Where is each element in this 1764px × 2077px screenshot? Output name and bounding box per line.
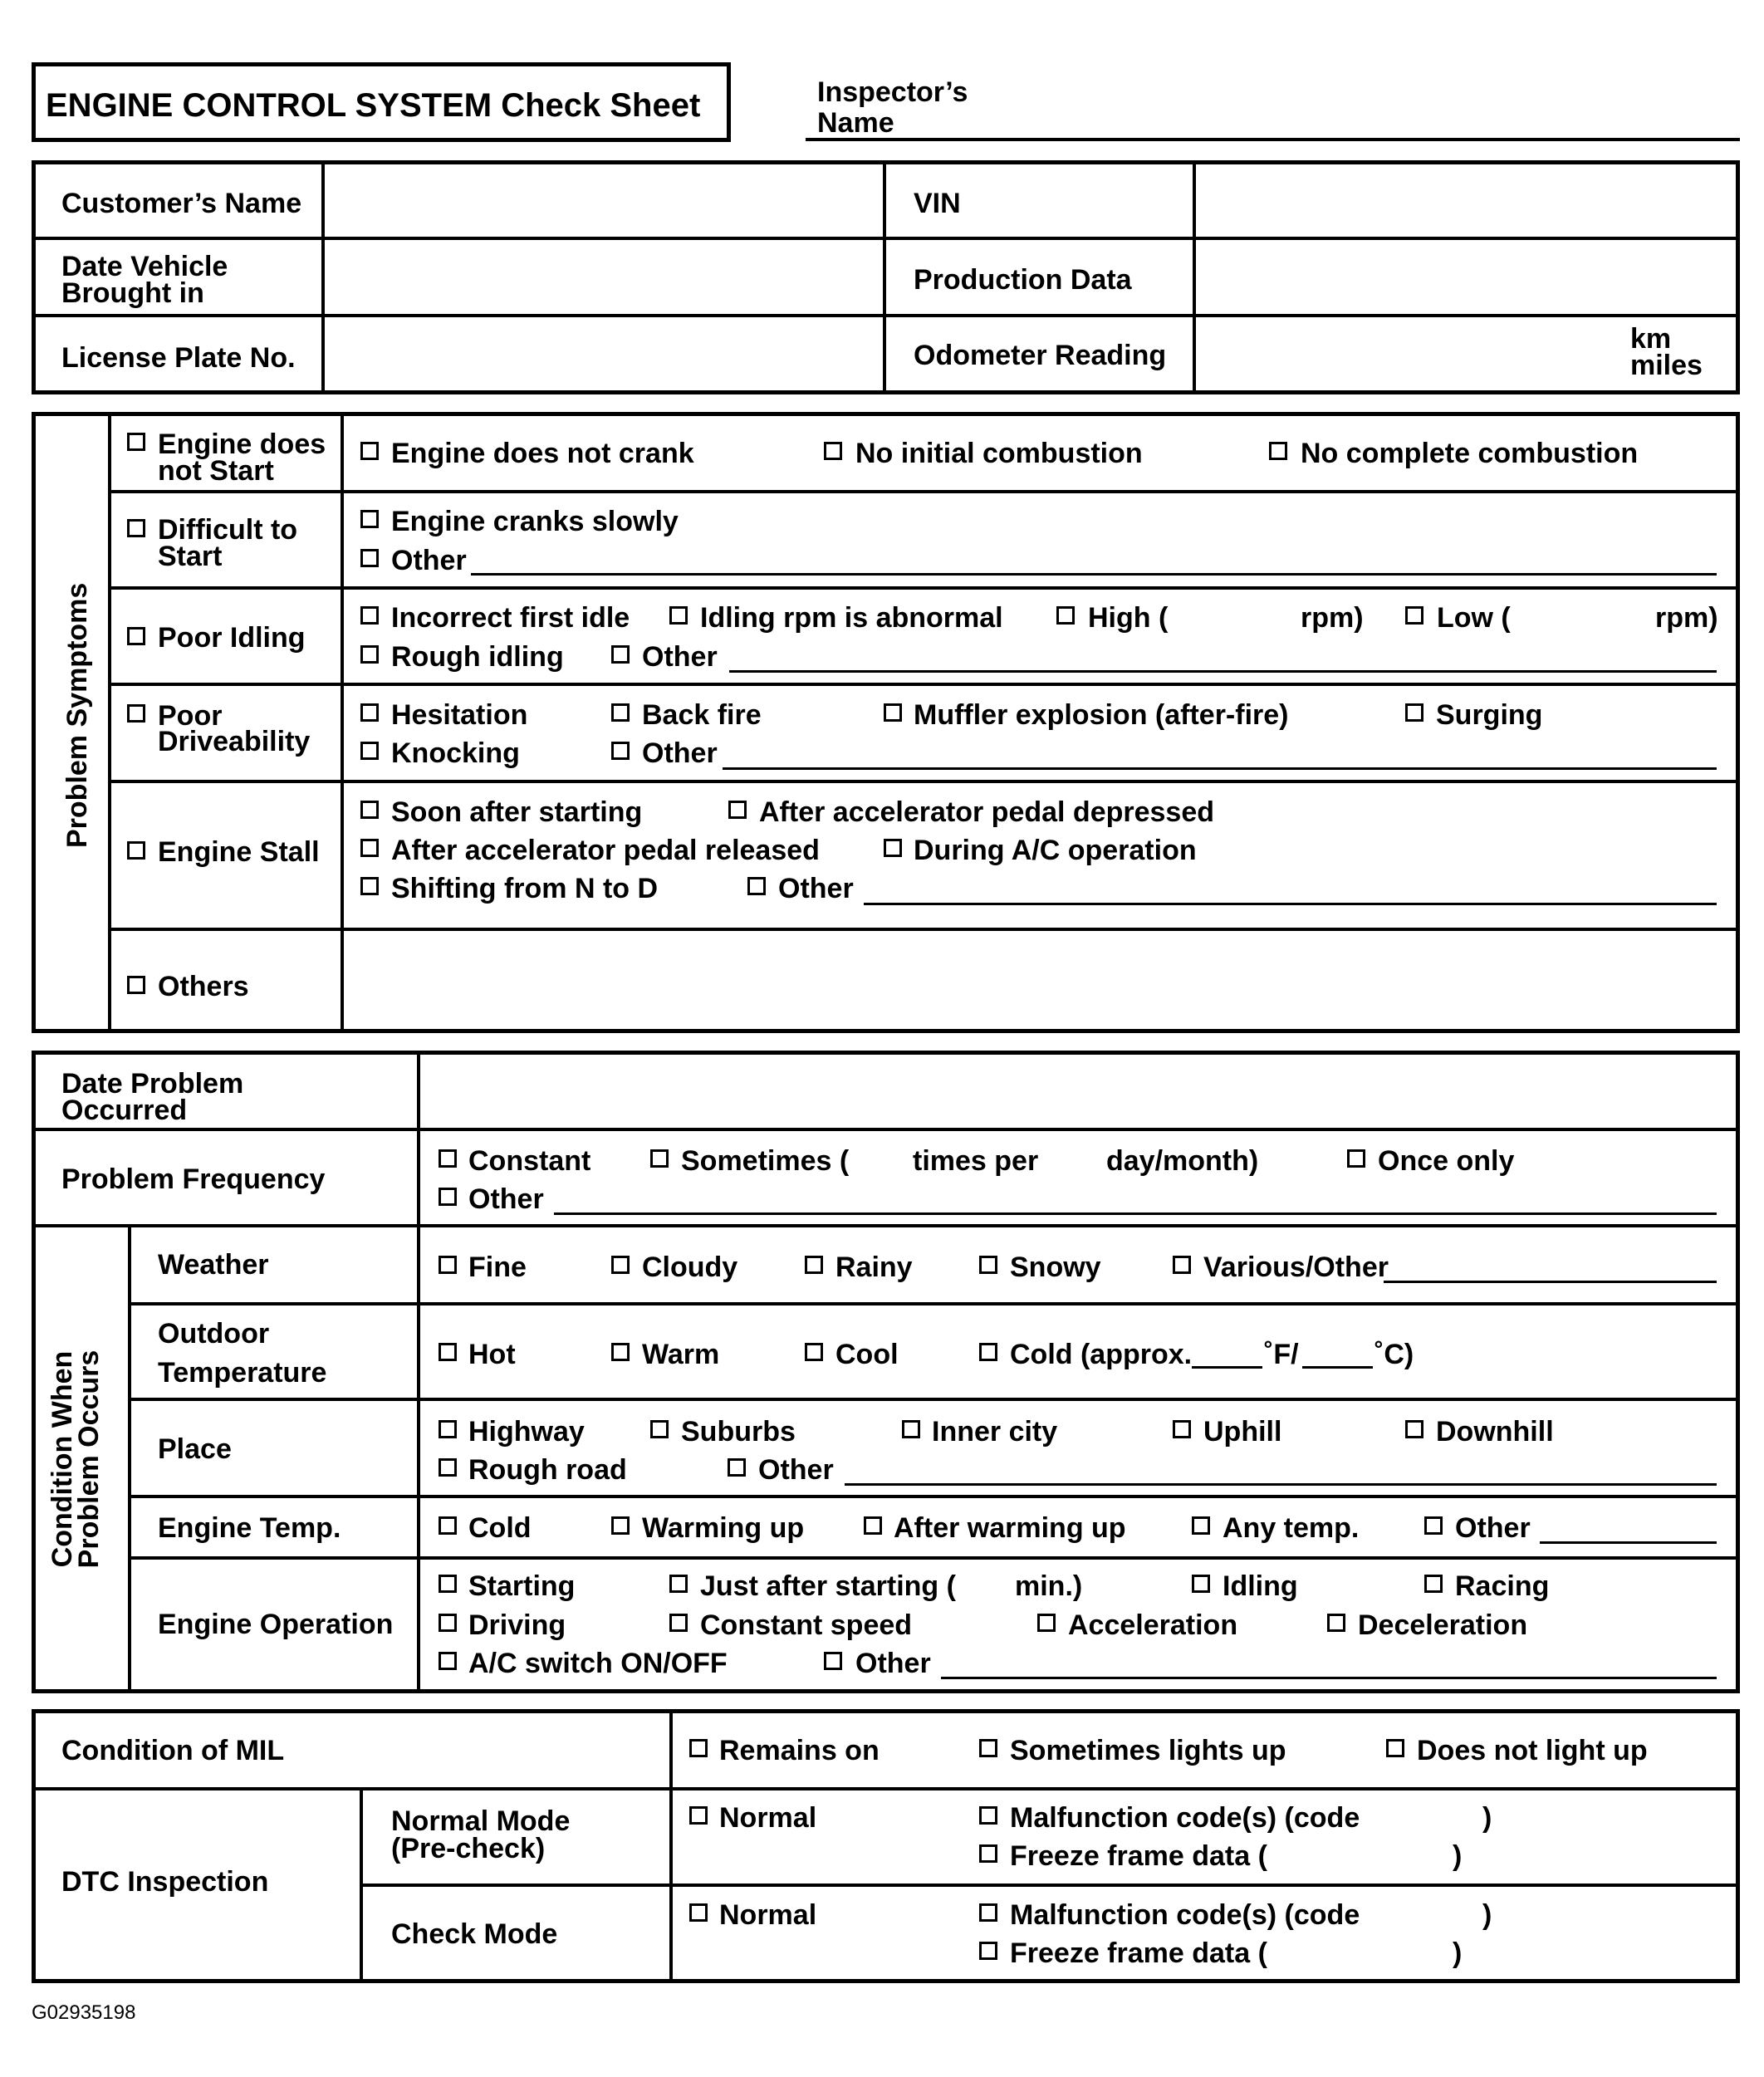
just-after-starting-checkbox[interactable] <box>669 1575 688 1593</box>
license-plate-field[interactable] <box>326 318 880 389</box>
once-only-checkbox[interactable] <box>1347 1149 1365 1168</box>
engine-stall-label: Engine Stall <box>158 836 320 868</box>
normal-mode-label-2: (Pre-check) <box>391 1833 546 1864</box>
divider <box>128 1495 1740 1498</box>
production-data-field[interactable] <box>1197 241 1737 312</box>
odometer-label: Odometer Reading <box>914 340 1167 371</box>
poor-driveability-checkbox[interactable] <box>127 704 145 723</box>
downhill-label: Downhill <box>1436 1416 1554 1448</box>
inner-city-label: Inner city <box>932 1416 1058 1448</box>
sometimes-checkbox[interactable] <box>650 1149 669 1168</box>
after-pedal-depressed-label: After accelerator pedal depressed <box>759 796 1215 828</box>
highway-label: Highway <box>468 1416 585 1448</box>
rough-road-label: Rough road <box>468 1454 627 1486</box>
idling-label: Idling <box>1223 1570 1298 1602</box>
divider <box>883 160 886 394</box>
difficult-other-label: Other <box>391 545 467 576</box>
condition-of-mil-label: Condition of MIL <box>61 1735 285 1766</box>
starting-label: Starting <box>468 1570 576 1602</box>
warm-label: Warm <box>642 1339 720 1370</box>
difficult-to-start-label-1: Difficult to <box>158 514 298 546</box>
racing-label: Racing <box>1455 1570 1550 1602</box>
does-not-light-up-label: Does not light up <box>1417 1735 1648 1766</box>
divider <box>108 683 1740 686</box>
sometimes-label: Sometimes ( <box>681 1145 850 1177</box>
normal-mode-freeze-close: ) <box>1453 1840 1463 1872</box>
idling-rpm-abnormal-checkbox[interactable] <box>669 606 688 625</box>
sometimes-lights-up-checkbox[interactable] <box>979 1739 997 1757</box>
rough-idling-label: Rough idling <box>391 641 564 673</box>
uphill-label: Uphill <box>1203 1416 1282 1448</box>
engine-does-not-start-checkbox[interactable] <box>127 433 145 451</box>
after-warming-up-checkbox[interactable] <box>864 1516 882 1535</box>
date-occurred-field[interactable] <box>421 1055 1736 1126</box>
no-complete-combustion-checkbox[interactable] <box>1269 442 1287 460</box>
dtc-inspection-label: DTC Inspection <box>61 1866 269 1898</box>
license-plate-label: License Plate No. <box>61 342 296 374</box>
check-mode-freeze-label: Freeze frame data ( <box>1010 1937 1267 1969</box>
after-pedal-depressed-checkbox[interactable] <box>728 801 747 819</box>
incorrect-first-idle-label: Incorrect first idle <box>391 602 630 634</box>
cloudy-checkbox[interactable] <box>611 1256 630 1274</box>
customers-name-field[interactable] <box>326 164 880 236</box>
cool-checkbox[interactable] <box>805 1343 823 1361</box>
page-title: ENGINE CONTROL SYSTEM Check Sheet <box>46 87 701 124</box>
place-other-checkbox[interactable] <box>728 1458 746 1477</box>
remains-on-checkbox[interactable] <box>689 1739 708 1757</box>
vin-field[interactable] <box>1197 164 1737 236</box>
sometimes-lights-up-label: Sometimes lights up <box>1010 1735 1286 1766</box>
any-temp-checkbox[interactable] <box>1192 1516 1210 1535</box>
driveability-other-field[interactable] <box>723 767 1717 770</box>
divider <box>360 1884 1740 1887</box>
ac-switch-label: A/C switch ON/OFF <box>468 1648 728 1679</box>
after-pedal-released-checkbox[interactable] <box>360 839 379 857</box>
customers-name-label: Customer’s Name <box>61 188 302 219</box>
deceleration-checkbox[interactable] <box>1327 1614 1345 1632</box>
miles-label: miles <box>1630 350 1703 381</box>
date-occurred-label-2: Occurred <box>61 1095 188 1126</box>
low-rpm-unit: rpm) <box>1655 602 1718 634</box>
poor-driveability-label-2: Driveability <box>158 726 311 757</box>
divider <box>341 412 344 1033</box>
vin-label: VIN <box>914 188 961 219</box>
normal-mode-normal-label: Normal <box>719 1802 817 1834</box>
uphill-checkbox[interactable] <box>1173 1420 1191 1438</box>
inspector-name-field[interactable] <box>806 138 1740 141</box>
place-other-label: Other <box>758 1454 834 1486</box>
condition-label-1: Condition When <box>47 1350 78 1568</box>
date-occurred-label-1: Date Problem <box>61 1068 244 1100</box>
engine-temp-other-checkbox[interactable] <box>1424 1516 1443 1535</box>
high-rpm-unit: rpm) <box>1301 602 1364 634</box>
check-mode-freeze-close: ) <box>1453 1937 1463 1969</box>
divider <box>128 1302 1740 1305</box>
operation-other-checkbox[interactable] <box>824 1652 842 1670</box>
divider <box>108 412 111 1033</box>
engine-temp-label: Engine Temp. <box>158 1512 341 1544</box>
just-after-starting-label: Just after starting ( <box>700 1570 956 1602</box>
check-mode-malfunction-checkbox[interactable] <box>979 1903 997 1922</box>
frequency-other-checkbox[interactable] <box>439 1188 457 1206</box>
condition-label-2: Problem Occurs <box>73 1350 105 1569</box>
engine-cold-label: Cold <box>468 1512 532 1544</box>
during-ac-checkbox[interactable] <box>884 839 902 857</box>
not-crank-checkbox[interactable] <box>360 442 379 460</box>
check-mode-label: Check Mode <box>391 1918 558 1950</box>
suburbs-label: Suburbs <box>681 1416 796 1448</box>
check-mode-freeze-checkbox[interactable] <box>979 1942 997 1960</box>
others-checkbox[interactable] <box>127 976 145 994</box>
fine-checkbox[interactable] <box>439 1256 457 1274</box>
engine-stall-checkbox[interactable] <box>127 841 145 860</box>
once-only-label: Once only <box>1378 1145 1515 1177</box>
divider <box>108 780 1740 783</box>
inner-city-checkbox[interactable] <box>902 1420 920 1438</box>
various-other-field[interactable] <box>1384 1281 1717 1283</box>
surging-label: Surging <box>1436 699 1543 731</box>
operation-other-field[interactable] <box>941 1677 1717 1679</box>
km-label: km <box>1630 323 1672 355</box>
surging-checkbox[interactable] <box>1405 703 1423 722</box>
operation-other-label: Other <box>855 1648 931 1679</box>
divider <box>32 1128 1740 1131</box>
hesitation-checkbox[interactable] <box>360 703 379 722</box>
no-complete-combustion-label: No complete combustion <box>1301 438 1639 469</box>
back-fire-checkbox[interactable] <box>611 703 630 722</box>
poor-idling-checkbox[interactable] <box>127 627 145 645</box>
others-label: Others <box>158 971 249 1002</box>
normal-mode-label-1: Normal Mode <box>391 1805 571 1837</box>
date-brought-label-2: Brought in <box>61 277 204 309</box>
divider <box>32 1224 1740 1227</box>
stall-other-field[interactable] <box>864 903 1717 905</box>
constant-checkbox[interactable] <box>439 1149 457 1168</box>
high-rpm-checkbox[interactable] <box>1056 606 1075 625</box>
cloudy-label: Cloudy <box>642 1252 738 1283</box>
knocking-checkbox[interactable] <box>360 742 379 760</box>
shifting-n-to-d-label: Shifting from N to D <box>391 873 659 904</box>
idling-other-label: Other <box>642 641 718 673</box>
racing-checkbox[interactable] <box>1424 1575 1443 1593</box>
deg-f-unit: ˚F/ <box>1264 1339 1299 1370</box>
fine-label: Fine <box>468 1252 527 1283</box>
divider <box>108 490 1740 493</box>
divider <box>108 586 1740 590</box>
check-mode-malfunction-close: ) <box>1482 1899 1492 1931</box>
knocking-label: Knocking <box>391 737 520 769</box>
idling-rpm-abnormal-label: Idling rpm is abnormal <box>700 602 1003 634</box>
acceleration-label: Acceleration <box>1068 1609 1238 1641</box>
constant-speed-label: Constant speed <box>700 1609 913 1641</box>
acceleration-checkbox[interactable] <box>1037 1614 1056 1632</box>
engine-cold-checkbox[interactable] <box>439 1516 457 1535</box>
poor-idling-label: Poor Idling <box>158 622 306 654</box>
idling-other-field[interactable] <box>729 670 1717 673</box>
high-rpm-label: High ( <box>1088 602 1169 634</box>
difficult-other-field[interactable] <box>471 573 1717 576</box>
no-initial-combustion-label: No initial combustion <box>855 438 1143 469</box>
highway-checkbox[interactable] <box>439 1420 457 1438</box>
production-data-label: Production Data <box>914 264 1132 296</box>
snowy-label: Snowy <box>1010 1252 1101 1283</box>
engine-temp-other-field[interactable] <box>1540 1541 1717 1544</box>
after-pedal-released-label: After accelerator pedal released <box>391 835 820 866</box>
driveability-other-label: Other <box>642 737 718 769</box>
suburbs-checkbox[interactable] <box>650 1420 669 1438</box>
engine-does-not-start-label-2: not Start <box>158 455 274 487</box>
engine-temp-other-label: Other <box>1455 1512 1531 1544</box>
driving-checkbox[interactable] <box>439 1614 457 1632</box>
no-initial-combustion-checkbox[interactable] <box>824 442 842 460</box>
frequency-other-field[interactable] <box>554 1212 1717 1215</box>
problem-symptoms-label: Problem Symptoms <box>61 582 93 848</box>
deg-f-field[interactable] <box>1192 1366 1262 1369</box>
deg-c-field[interactable] <box>1302 1366 1373 1369</box>
divider <box>417 1051 420 1693</box>
check-mode-normal-label: Normal <box>719 1899 817 1931</box>
hot-checkbox[interactable] <box>439 1343 457 1361</box>
muffler-explosion-label: Muffler explosion (after-fire) <box>914 699 1289 731</box>
divider <box>32 1787 1740 1790</box>
deceleration-label: Deceleration <box>1358 1609 1528 1641</box>
incorrect-first-idle-checkbox[interactable] <box>360 606 379 625</box>
cranks-slowly-label: Engine cranks slowly <box>391 506 679 537</box>
hesitation-label: Hesitation <box>391 699 528 731</box>
does-not-light-up-checkbox[interactable] <box>1386 1739 1404 1757</box>
place-label: Place <box>158 1433 232 1465</box>
idling-other-checkbox[interactable] <box>611 645 630 664</box>
normal-mode-malfunction-checkbox[interactable] <box>979 1806 997 1825</box>
difficult-to-start-checkbox[interactable] <box>127 519 145 537</box>
engine-does-not-start-label-1: Engine does <box>158 429 326 460</box>
warming-up-checkbox[interactable] <box>611 1516 630 1535</box>
driving-label: Driving <box>468 1609 566 1641</box>
muffler-explosion-checkbox[interactable] <box>884 703 902 722</box>
cold-approx-label: Cold (approx. <box>1010 1339 1193 1370</box>
any-temp-label: Any temp. <box>1223 1512 1360 1544</box>
after-warming-up-label: After warming up <box>894 1512 1126 1544</box>
rainy-checkbox[interactable] <box>805 1256 823 1274</box>
stall-other-checkbox[interactable] <box>747 877 766 895</box>
constant-speed-checkbox[interactable] <box>669 1614 688 1632</box>
check-mode-malfunction-label: Malfunction code(s) (code <box>1010 1899 1360 1931</box>
divider <box>1193 160 1196 394</box>
divider <box>321 160 325 394</box>
low-rpm-label: Low ( <box>1437 602 1511 634</box>
soon-after-starting-label: Soon after starting <box>391 796 643 828</box>
snowy-checkbox[interactable] <box>979 1256 997 1274</box>
back-fire-label: Back fire <box>642 699 762 731</box>
stall-other-label: Other <box>778 873 854 904</box>
place-other-field[interactable] <box>845 1483 1717 1486</box>
frequency-label: Problem Frequency <box>61 1163 326 1195</box>
figure-code: G02935198 <box>32 2001 136 2024</box>
during-ac-label: During A/C operation <box>914 835 1197 866</box>
engine-operation-label: Engine Operation <box>158 1609 394 1640</box>
outdoor-temp-label-2: Temperature <box>158 1357 327 1389</box>
day-month-label: day/month) <box>1106 1145 1259 1177</box>
divider <box>669 1709 673 1983</box>
poor-driveability-label-1: Poor <box>158 700 223 732</box>
rough-road-checkbox[interactable] <box>439 1458 457 1477</box>
cranks-slowly-checkbox[interactable] <box>360 510 379 528</box>
starting-checkbox[interactable] <box>439 1575 457 1593</box>
others-field[interactable] <box>345 932 1736 1029</box>
warming-up-label: Warming up <box>642 1512 805 1544</box>
downhill-checkbox[interactable] <box>1405 1420 1423 1438</box>
divider <box>128 1224 131 1693</box>
remains-on-label: Remains on <box>719 1735 880 1766</box>
just-after-min-label: min.) <box>1015 1570 1083 1602</box>
outdoor-temp-label-1: Outdoor <box>158 1318 270 1350</box>
constant-label: Constant <box>468 1145 591 1177</box>
rough-idling-checkbox[interactable] <box>360 645 379 664</box>
frequency-other-label: Other <box>468 1183 544 1215</box>
warm-checkbox[interactable] <box>611 1343 630 1361</box>
inspector-label-2: Name <box>817 107 894 139</box>
rainy-label: Rainy <box>835 1252 913 1283</box>
normal-mode-normal-checkbox[interactable] <box>689 1806 708 1825</box>
normal-mode-freeze-checkbox[interactable] <box>979 1844 997 1863</box>
odometer-field[interactable] <box>1197 318 1612 389</box>
deg-c-unit: ˚C) <box>1374 1339 1414 1370</box>
date-brought-field[interactable] <box>326 241 880 312</box>
idling-checkbox[interactable] <box>1192 1575 1210 1593</box>
low-rpm-checkbox[interactable] <box>1405 606 1423 625</box>
ac-switch-checkbox[interactable] <box>439 1652 457 1670</box>
divider <box>128 1556 1740 1560</box>
driveability-other-checkbox[interactable] <box>611 742 630 760</box>
times-per-label: times per <box>913 1145 1039 1177</box>
not-crank-label: Engine does not crank <box>391 438 694 469</box>
normal-mode-malfunction-close: ) <box>1482 1802 1492 1834</box>
check-mode-normal-checkbox[interactable] <box>689 1903 708 1922</box>
various-other-label: Various/Other <box>1203 1252 1389 1283</box>
date-brought-label-1: Date Vehicle <box>61 251 228 282</box>
hot-label: Hot <box>468 1339 516 1370</box>
cold-approx-checkbox[interactable] <box>979 1343 997 1361</box>
shifting-n-to-d-checkbox[interactable] <box>360 877 379 895</box>
divider <box>108 928 1740 931</box>
various-other-checkbox[interactable] <box>1173 1256 1191 1274</box>
soon-after-starting-checkbox[interactable] <box>360 801 379 819</box>
divider <box>128 1398 1740 1401</box>
weather-label: Weather <box>158 1249 269 1281</box>
inspector-label-1: Inspector’s <box>817 76 968 108</box>
difficult-other-checkbox[interactable] <box>360 549 379 567</box>
cool-label: Cool <box>835 1339 899 1370</box>
difficult-to-start-label-2: Start <box>158 541 223 572</box>
normal-mode-malfunction-label: Malfunction code(s) (code <box>1010 1802 1360 1834</box>
normal-mode-freeze-label: Freeze frame data ( <box>1010 1840 1267 1872</box>
